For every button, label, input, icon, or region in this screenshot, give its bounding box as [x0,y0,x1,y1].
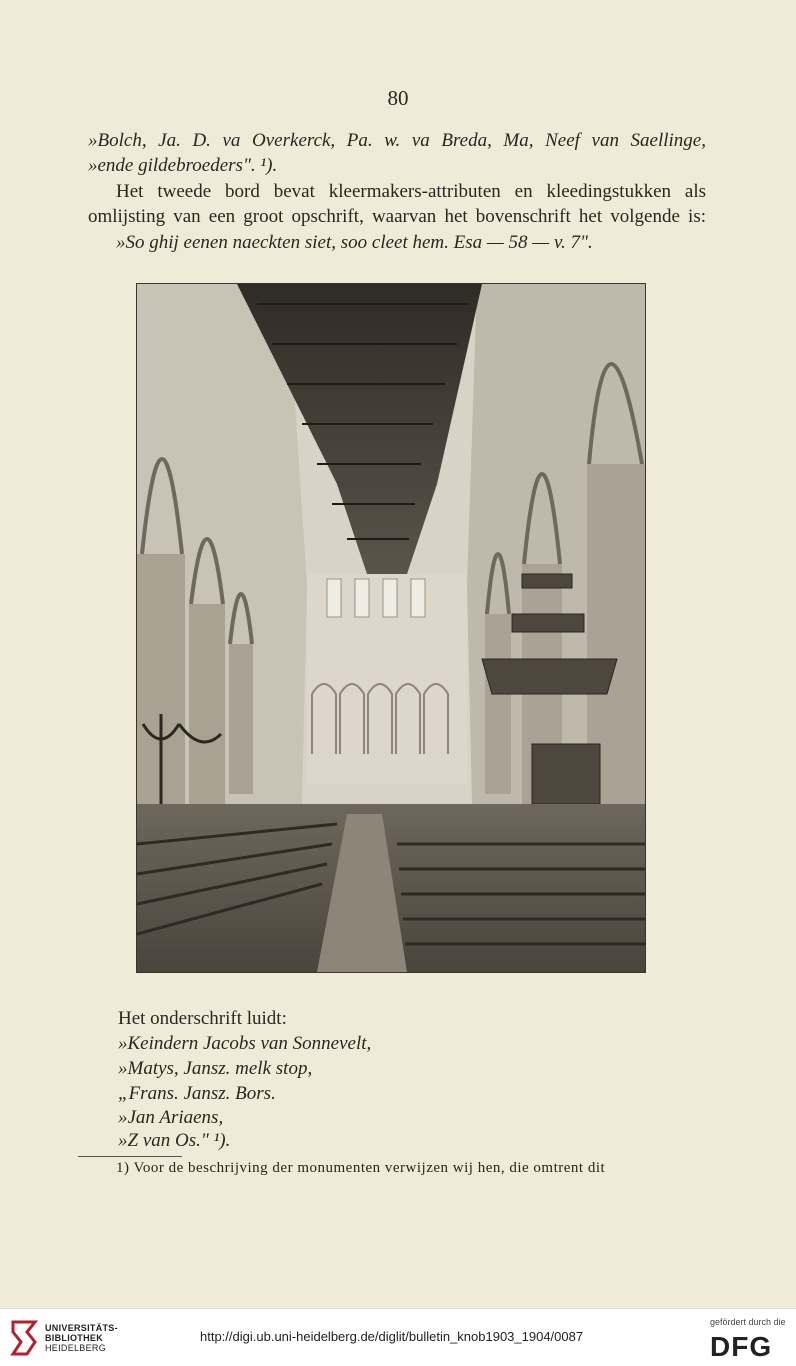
caption-line-2: »Keindern Jacobs van Sonnevelt, [118,1033,372,1054]
page-number: 80 [387,86,409,110]
caption-line-3: »Matys, Jansz. melk stop, [118,1058,313,1079]
text-line-3: Het tweede bord bevat kleermakers-attributen en kleedingstukken als [116,181,706,202]
church-interior-photo [136,283,646,973]
text-line-5: »So ghij eenen naeckten siet, soo cleet hem. Esa — 58 — v. 7". [116,232,593,253]
funding-note: gefördert durch die [710,1317,786,1327]
text-line-4: omlijsting van een groot opschrift, waarvan het bovenschrift het volgende is: [88,206,706,227]
footnote-divider [78,1156,182,1157]
logo-line-1: UNIVERSITÄTS- [45,1323,118,1333]
footer-bar [0,1308,796,1366]
footnote: 1) Voor de beschrijving der monumenten verwijzen wij hen, die omtrent dit [116,1160,606,1176]
permalink-url[interactable]: http://digi.ub.uni-heidelberg.de/diglit/bulletin_knob1903_1904/0087 [200,1329,584,1344]
logo-line-3: HEIDELBERG [45,1343,107,1353]
dfg-logo: DFG [710,1331,773,1362]
library-logo-text [45,1323,118,1353]
university-library-logo-icon [9,1318,39,1358]
caption-line-1: Het onderschrift luidt: [118,1008,287,1029]
caption-line-4: „Frans. Jansz. Bors. [118,1083,276,1104]
text-line-1: »Bolch, Ja. D. va Overkerck, Pa. w. va Breda, Ma, Neef van Saellinge, [88,130,706,151]
logo-line-2: BIBLIOTHEK [45,1333,103,1343]
church-nave-illustration [137,284,645,972]
text-line-2: »ende gildebroeders". ¹). [88,155,278,176]
caption-line-5: »Jan Ariaens, [118,1107,224,1128]
caption-line-6: »Z van Os." ¹). [118,1130,231,1151]
